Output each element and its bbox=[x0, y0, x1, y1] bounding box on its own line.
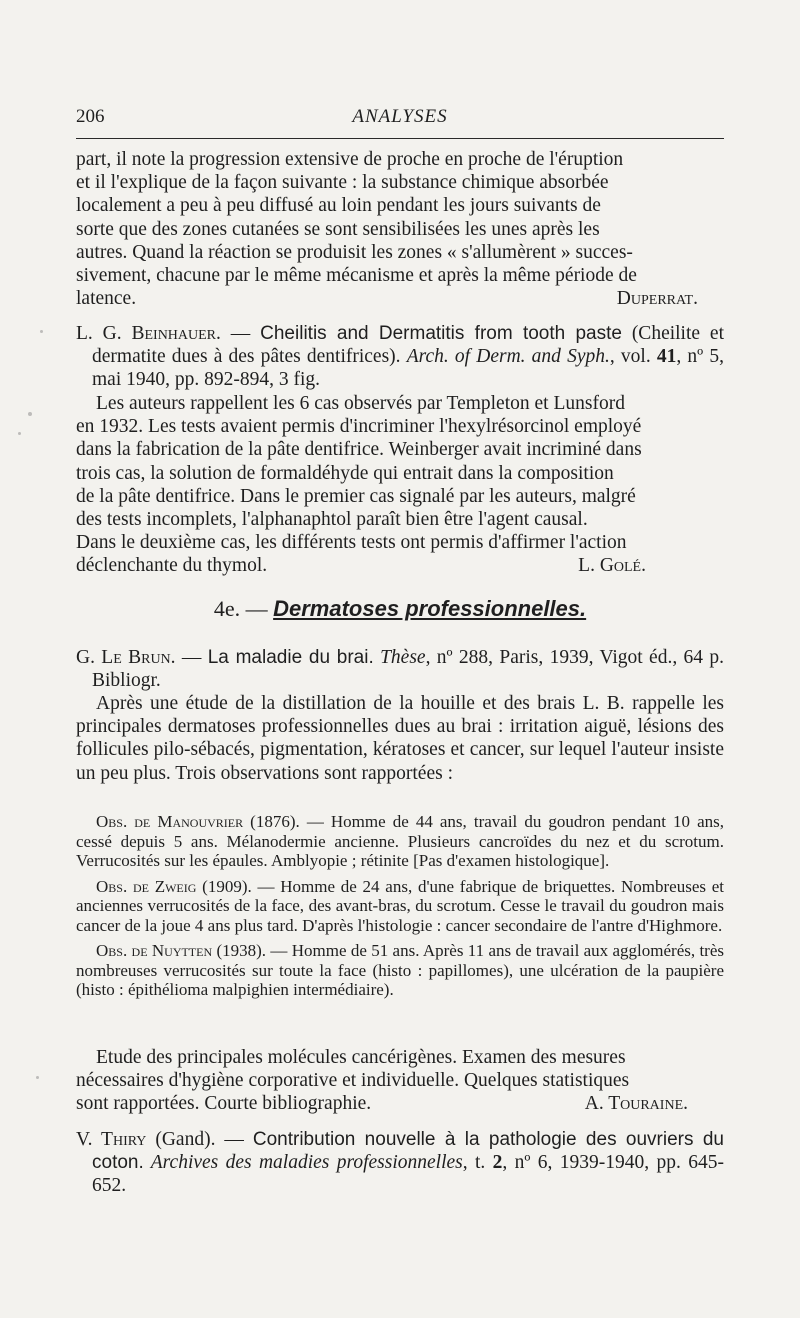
section-heading bbox=[76, 596, 724, 622]
review-touraine bbox=[76, 1046, 724, 1116]
reference-text: , nº 5, mai 1940, pp. 892-894, 3 fig. bbox=[92, 346, 724, 391]
reference-title: Contribution nouvelle à la pathologie des ouvriers du coton. bbox=[92, 1129, 724, 1174]
observation-text: — Homme de 51 ans. Après 11 ans de travail aux agglomérés, très nombreuses verrucosités sur toute la face (histo : papillomes), une ulcération de la paupière (histo : épithélioma malpighien intermédiaire). bbox=[76, 941, 725, 999]
text-line: Les auteurs rappellent les 6 cas observés par Templeton et Lunsford bbox=[96, 393, 625, 414]
text-line: déclenchante du thymol. bbox=[76, 555, 268, 577]
reference-author: V. Thiry bbox=[76, 1129, 147, 1150]
signature-line bbox=[76, 1092, 724, 1115]
reviewer-signature: Duperrat. bbox=[616, 288, 698, 310]
running-title: ANALYSES bbox=[352, 106, 448, 127]
reference-title: La maladie du brai. bbox=[207, 647, 374, 668]
text-line: latence. bbox=[76, 288, 137, 310]
text-line: part, il note la progression extensive de proche en proche de l'éruption bbox=[76, 149, 624, 170]
reviewer-signature: L. Golé. bbox=[578, 555, 646, 577]
signature-line bbox=[76, 554, 724, 577]
text-line: de la pâte dentifrice. Dans le premier cas signalé par les auteurs, malgré bbox=[76, 485, 636, 507]
reference-beinhauer bbox=[76, 322, 724, 392]
signature-line bbox=[76, 287, 724, 310]
reference-thiry bbox=[76, 1128, 724, 1198]
observation-text: — Homme de 44 ans, travail du goudron pendant 10 ans, cessé depuis 5 ans. Mélanodermie ancienne. Plusieurs cancroïdes du nez et du scrotum. Verrucosités sur les épaules. Amblyopie ; rétinite [Pas d'examen histologique]. bbox=[76, 812, 724, 870]
reference-place: (Gand). bbox=[146, 1129, 216, 1150]
text-line: sorte que des zones cutanées se sont sensibilisées les unes après les bbox=[76, 218, 600, 240]
margin-speck bbox=[40, 330, 43, 333]
reference-author: G. Le Brun. bbox=[76, 647, 176, 668]
review-le-brun-summary bbox=[76, 692, 724, 785]
observation bbox=[76, 877, 724, 936]
observation-year: (1938). bbox=[212, 941, 267, 960]
observation-text: — Homme de 24 ans, d'une fabrique de briquettes. Nombreuses et anciennes verrucosités de la face, des avant-bras, du scrotum. Cesse le travail du goudron mais cancer de la joue 4 ans plus tard. D'après l'histologie : cancer secondaire de l'antre d'Highmore. bbox=[76, 876, 725, 935]
text-line: nécessaires d'hygiène corporative et individuelle. Quelques statistiques bbox=[76, 1070, 630, 1092]
margin-speck bbox=[28, 412, 32, 416]
observations bbox=[76, 812, 724, 1000]
reference-entry bbox=[76, 322, 724, 392]
text-line: sivement, chacune par le même mécanisme et après la même période de bbox=[76, 265, 637, 287]
reference-text: , nº 288, Paris, 1939, Vigot éd., 64 p. Bibliogr. bbox=[92, 647, 725, 692]
section-number: 4e. bbox=[213, 596, 241, 621]
page-header bbox=[76, 106, 724, 130]
text-line: et il l'explique de la façon suivante : la substance chimique absorbée bbox=[76, 172, 609, 194]
header-rule bbox=[76, 138, 724, 139]
journal-name: Archives des maladies professionnelles bbox=[143, 1152, 463, 1174]
reference-text: , vol. bbox=[609, 346, 657, 368]
observation bbox=[76, 941, 724, 1000]
text-line: autres. Quand la réaction se produisit les zones « s'allumèrent » succes- bbox=[76, 241, 633, 263]
text-line: trois cas, la solution de formaldéhyde qui entrait dans la composition bbox=[76, 462, 614, 484]
text-line: sont rapportées. Courte bibliographie. bbox=[76, 1093, 372, 1115]
reference-entry bbox=[76, 646, 724, 692]
reference-author: L. G. Beinhauer. bbox=[76, 323, 221, 344]
volume-number: 41 bbox=[656, 346, 677, 368]
reference-text: , t. bbox=[462, 1152, 493, 1174]
review-gole bbox=[76, 392, 724, 578]
text-line: des tests incomplets, l'alphanaphtol paraît bien être l'agent causal. bbox=[76, 509, 588, 531]
dash: — bbox=[175, 647, 208, 668]
reference-title: Cheilitis and Dermatitis from tooth paste bbox=[260, 323, 622, 344]
reviewer-signature: A. Touraine. bbox=[584, 1093, 688, 1115]
reference-text: , nº 6, 1939-1940, pp. 645-652. bbox=[92, 1152, 724, 1197]
margin-speck bbox=[18, 432, 21, 435]
margin-speck bbox=[36, 1076, 39, 1079]
thesis-label: Thèse bbox=[380, 647, 426, 668]
text-line: localement a peu à peu diffusé au loin pendant les jours suivants de bbox=[76, 195, 601, 217]
observation-label: Obs. de Manouvrier bbox=[96, 812, 244, 831]
volume-number: 2 bbox=[492, 1152, 503, 1174]
text-line: Etude des principales molécules cancérigènes. Examen des mesures bbox=[96, 1047, 626, 1068]
reference-entry bbox=[76, 1128, 724, 1198]
observation-label: Obs. de Zweig bbox=[96, 876, 197, 896]
journal-name: Arch. of Derm. and Syph. bbox=[406, 346, 610, 368]
dash: — bbox=[220, 323, 261, 344]
dash: — bbox=[240, 596, 274, 621]
section-title: Dermatoses professionnelles. bbox=[273, 596, 587, 621]
text-line: en 1932. Les tests avaient permis d'incriminer l'hexylrésorcinol employé bbox=[76, 416, 642, 438]
paragraph: Après une étude de la distillation de la houille et des brais L. B. rappelle les principales dermatoses professionnelles dues au brai : irritation aiguë, lésions des follicules pilo-sébacés, pigmentation, kératoses et cancer, sur lequel l'auteur insiste un peu plus. Trois observations sont rapportées : bbox=[76, 693, 724, 784]
text-line: Dans le deuxième cas, les différents tests ont permis d'affirmer l'action bbox=[76, 532, 627, 554]
review-duperrat bbox=[76, 148, 724, 310]
observation-label: Obs. de Nuytten bbox=[96, 941, 213, 960]
reference-le-brun bbox=[76, 646, 724, 692]
reference-text: (Cheilite et dermatite dues à des pâtes dentifrices). bbox=[92, 323, 724, 368]
observation-year: (1909). bbox=[196, 876, 252, 896]
text-line: dans la fabrication de la pâte dentifrice. Weinberger avait incriminé dans bbox=[76, 439, 642, 461]
page-number: 206 bbox=[76, 106, 105, 127]
observation bbox=[76, 812, 724, 871]
dash: — bbox=[215, 1129, 253, 1150]
observation-year: (1876). bbox=[243, 812, 300, 831]
